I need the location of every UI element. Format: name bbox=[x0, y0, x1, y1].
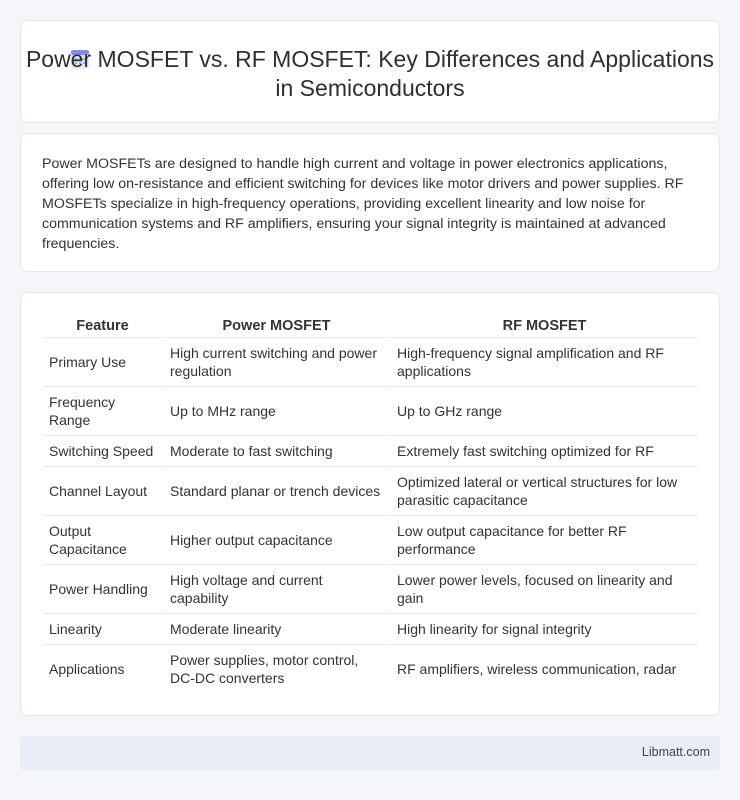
cell-rf-mosfet: High-frequency signal amplification and RF applications bbox=[390, 338, 698, 387]
intro-paragraph: Power MOSFETs are designed to handle high current and voltage in power electronics applications, offering low on-resistance and efficient switching for devices like motor drivers and power supplies. RF MOSFETs specialize in high-frequency operations, providing excellent linearity and low noise for communication systems and RF amplifiers, ensuring your signal integrity is maintained at advanced frequencies. bbox=[42, 156, 684, 252]
cell-rf-mosfet: Extremely fast switching optimized for RF bbox=[390, 436, 698, 467]
cell-rf-mosfet: Optimized lateral or vertical structures for low parasitic capacitance bbox=[390, 467, 698, 516]
intro-card bbox=[20, 133, 720, 272]
cell-rf-mosfet: Up to GHz range bbox=[390, 387, 698, 436]
cell-power-mosfet: Higher output capacitance bbox=[163, 516, 390, 565]
table-row bbox=[43, 338, 698, 387]
header-rf-mosfet: RF MOSFET bbox=[390, 313, 698, 338]
header-card bbox=[20, 20, 720, 123]
cell-rf-mosfet: Low output capacitance for better RF performance bbox=[390, 516, 698, 565]
page-title: Power MOSFET vs. RF MOSFET: Key Differences and Applications in Semiconductors bbox=[25, 46, 715, 101]
cell-power-mosfet: High current switching and power regulation bbox=[163, 338, 390, 387]
table-row bbox=[43, 467, 698, 516]
cell-rf-mosfet: Lower power levels, focused on linearity and gain bbox=[390, 565, 698, 614]
table-header-row bbox=[43, 313, 698, 338]
comparison-card bbox=[20, 292, 720, 716]
cell-rf-mosfet: High linearity for signal integrity bbox=[390, 614, 698, 645]
cell-feature: Primary Use bbox=[43, 338, 163, 387]
cell-feature: Linearity bbox=[43, 614, 163, 645]
cell-feature: Applications bbox=[49, 661, 125, 678]
cell-power-mosfet: Up to MHz range bbox=[163, 387, 390, 436]
cell-feature: Switching Speed bbox=[43, 436, 163, 467]
table-row bbox=[43, 565, 698, 614]
table-row bbox=[43, 516, 698, 565]
cell-power-mosfet: Standard planar or trench devices bbox=[163, 467, 390, 516]
table-row bbox=[43, 614, 698, 645]
table-row bbox=[43, 436, 698, 467]
cell-rf-mosfet: RF amplifiers, wireless communication, radar bbox=[390, 645, 698, 694]
cell-feature: Output Capacitance bbox=[43, 516, 163, 565]
cell-power-mosfet: Moderate to fast switching bbox=[163, 436, 390, 467]
cell-power-mosfet: Power supplies, motor control, DC-DC converters bbox=[163, 645, 390, 694]
cell-power-mosfet: High voltage and current capability bbox=[163, 565, 390, 614]
footer-bar bbox=[20, 736, 720, 770]
header-power-mosfet: Power MOSFET bbox=[163, 313, 390, 338]
footer-site-link[interactable]: Libmatt.com bbox=[641, 745, 710, 759]
cell-power-mosfet: Moderate linearity bbox=[163, 614, 390, 645]
page-title-wrap bbox=[21, 45, 719, 103]
table-row bbox=[43, 645, 698, 694]
cell-feature: Frequency Range bbox=[43, 387, 163, 436]
cell-feature: Channel Layout bbox=[43, 467, 163, 516]
table-row bbox=[43, 387, 698, 436]
header-feature: Feature bbox=[43, 313, 163, 338]
comparison-table bbox=[43, 313, 698, 694]
cell-feature: Power Handling bbox=[43, 565, 163, 614]
